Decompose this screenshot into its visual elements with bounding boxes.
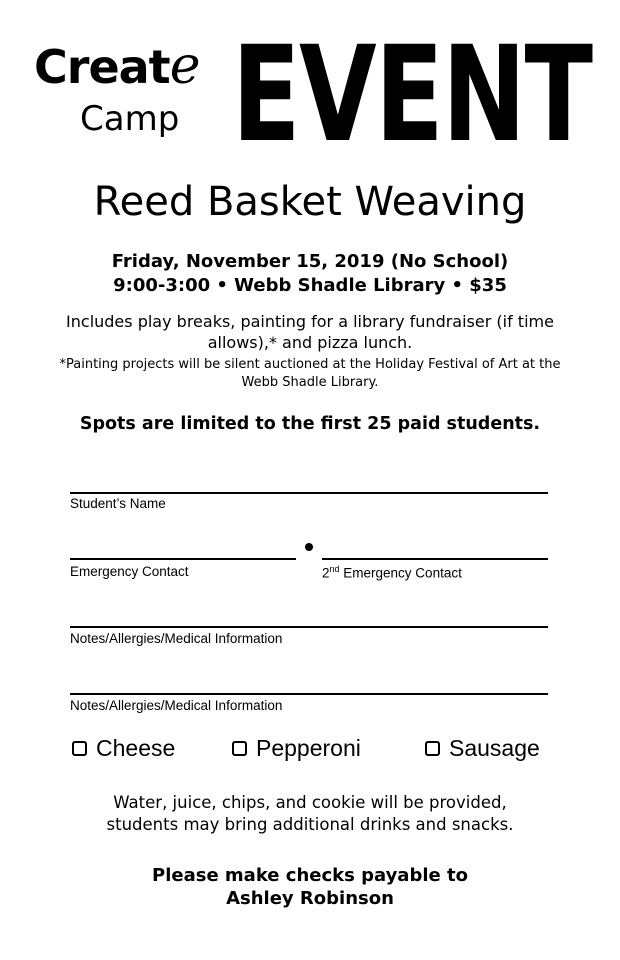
cheese-option[interactable] — [72, 735, 175, 762]
event-date: Friday, November 15, 2019 (No School) — [111, 251, 509, 272]
sausage-checkbox[interactable] — [425, 741, 440, 756]
spots-limited-text: Spots are limited to the first 25 paid students. — [79, 414, 541, 434]
logo-event-text: EVENT — [232, 18, 592, 172]
notes-label-2: Notes/Allergies/Medical Information — [70, 698, 283, 713]
provided-line-1: Water, juice, chips, and cookie will be provided, — [113, 793, 507, 812]
checks-payable-text — [0, 864, 620, 911]
logo-create-text: Create — [34, 36, 201, 96]
provided-line-2: students may bring additional drinks and snacks. — [106, 815, 514, 835]
pepperoni-option[interactable] — [232, 735, 361, 762]
emergency-contact-label: Emergency Contact — [70, 564, 189, 579]
pepperoni-checkbox[interactable] — [232, 741, 247, 756]
notes-line-2[interactable] — [70, 693, 548, 695]
event-time-location-price: 9:00-3:00 • Webb Shadle Library • $35 — [113, 275, 507, 297]
student-name-label: Student’s Name — [70, 496, 166, 511]
checks-payee: Ashley Robinson — [226, 888, 394, 910]
sausage-label: Sausage — [449, 735, 540, 761]
notes-line-1[interactable] — [70, 626, 548, 628]
cheese-checkbox[interactable] — [72, 741, 87, 756]
sausage-option[interactable] — [425, 735, 540, 762]
bullet-separator — [305, 543, 313, 551]
event-details — [0, 250, 620, 299]
provided-text — [0, 792, 620, 837]
cheese-label: Cheese — [96, 735, 176, 761]
event-title: Reed Basket Weaving — [93, 179, 527, 225]
footnote-text: *Painting projects will be silent auctioned at the Holiday Festival of Art at the Webb Shadle Library. — [59, 357, 561, 390]
second-emergency-contact-line[interactable] — [322, 558, 548, 560]
emergency-contact-line[interactable] — [70, 558, 296, 560]
checks-line-1: Please make checks payable to — [152, 865, 468, 886]
logo-camp-text: Camp — [80, 99, 180, 139]
second-emergency-contact-label: 2nd Emergency Contact — [322, 564, 462, 581]
student-name-line[interactable] — [70, 492, 548, 494]
includes-text: Includes play breaks, painting for a library fundraiser (if time allows),* and pizza lunch. — [66, 312, 554, 352]
pepperoni-label: Pepperoni — [256, 735, 361, 761]
notes-label-1: Notes/Allergies/Medical Information — [70, 631, 283, 646]
